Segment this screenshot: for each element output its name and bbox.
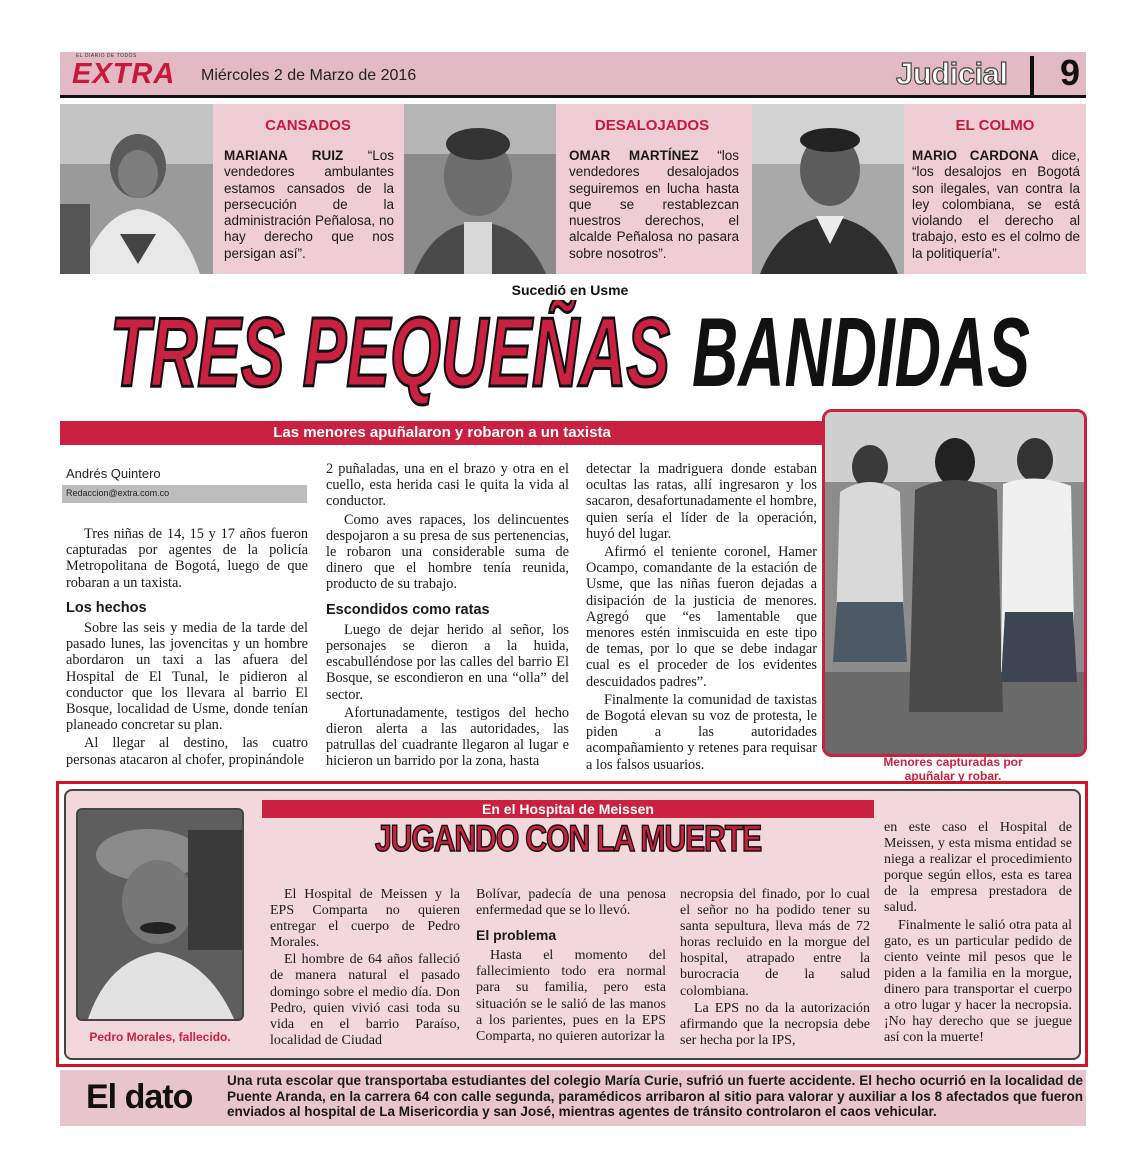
- sidebar-paragraph: La EPS no da la autorización afirmando que la necropsia debe ser hecha por la IPS,: [680, 1000, 870, 1048]
- article-kicker: Sucedió en Usme: [511, 282, 629, 298]
- quote-1-name: MARIANA RUIZ: [224, 148, 344, 163]
- article-paragraph: 2 puñaladas, una en el brazo y otra en el cuello, esta herida casi le quita la vida al conductor.: [326, 461, 569, 510]
- author-email[interactable]: Redaccion@extra.com.co: [66, 488, 170, 498]
- sidebar-paragraph: El Hospital de Meissen y la EPS Comparta no quieren entregar el cuerpo de Pedro Morales.: [270, 887, 460, 951]
- quote-1-heading: CANSADOS: [265, 117, 351, 134]
- article-paragraph: Afortunadamente, testigos del hecho dieron alerta a las autoridades, las patrullas del cuadrante llegaron al lugar e hicieron un barrido por la zona, hasta: [326, 704, 569, 770]
- subheading-escondidos: Escondidos como ratas: [326, 601, 490, 618]
- quote-1-body: “Los vendedores ambulantes estamos cansados de la persecución de la administración Peñalosa, no hay derecho que nos persigan así”.: [224, 148, 394, 261]
- sidebar-paragraph: Hasta el momento del fallecimiento todo era normal para su familia, pero esta situación se le salió de las manos a los parientes, pues en la EPS Comparta, no quieren autorizar la: [476, 948, 666, 1044]
- el-dato-label: El dato: [86, 1078, 193, 1116]
- sidebar-column-2: [476, 887, 666, 1046]
- header-divider: [1030, 56, 1034, 96]
- el-dato-band: [60, 1070, 1086, 1126]
- quote-2-name: OMAR MARTÍNEZ: [569, 148, 699, 163]
- article-paragraph: Como aves rapaces, los delincuentes despojaron a su presa de sus pertenencias, le robaron una considerable suma de dinero que el hombre tenía reunida, producto de su trabajo.: [326, 511, 569, 593]
- email-bar: [62, 485, 307, 503]
- byline: Andrés Quintero: [66, 466, 161, 481]
- article-column-3: [586, 461, 817, 775]
- subheading-el-problema: El problema: [476, 927, 557, 944]
- sidebar-column-1: [270, 887, 460, 1050]
- quote-2-text: [569, 148, 739, 262]
- deck-band: [60, 421, 824, 445]
- sidebar-paragraph: El hombre de 64 años falleció de manera natural el pasado domingo sobre el medio día. Don Pedro, quien vivió casi toda su vida en el barrio Paraíso, localidad de Ciudad: [270, 952, 460, 1048]
- page-header: [60, 52, 1086, 98]
- article-column-1: [66, 526, 308, 770]
- subheading-los-hechos: Los hechos: [66, 599, 147, 616]
- article-paragraph: Luego de dejar herido al señor, los personajes se dieron a la huida, escabulléndose por las calles del barrio El Bosque, se escondieron en una “olla” del sector.: [326, 621, 569, 703]
- article-paragraph: Tres niñas de 14, 15 y 17 años fueron capturadas por agentes de la policía Metropolitana de Bogotá, luego de que robaran a un taxista.: [66, 526, 308, 591]
- page-number: 9: [1060, 52, 1081, 93]
- article-headline: [110, 300, 1040, 410]
- el-dato-text: Una ruta escolar que transportaba estudiantes del colegio María Curie, sufrió un fuerte accidente. El hecho ocurrió en la localidad de Puente Aranda, en la carrera 64 con calle segunda, paramédicos arribaron al sitio para valorar y auxiliar a los 8 afectados que fueron enviados al hospital de La Misericordia y san José, mientras agentes de tránsito controlaron el caos vehicular.: [227, 1073, 1083, 1119]
- quote-3-body: dice, “los desalojos en Bogotá son ilegales, van contra la ley colombiana, se está violando el derecho al trabajo, esto es el colmo de la politiquería”.: [912, 148, 1080, 261]
- captured-minors-photo: [822, 409, 1087, 757]
- sidebar-column-4: [884, 820, 1072, 1047]
- headline-part-1: TRES PEQUEÑAS: [110, 300, 670, 407]
- omar-martinez-photo: [404, 104, 556, 274]
- quote-2-body: “los vendedores desalojados seguiremos en lucha hasta que se restablezcan nuestros derechos, el alcalde Peñalosa no pasara sobre nosotros”.: [569, 148, 739, 261]
- sidebar-paragraph: necropsia del finado, por lo cual el señor no ha podido tener su santa sepultura, lleva más de 72 horas recluido en la morgue del hospital, atrapado entre la burocracia de la salud colombiana.: [680, 887, 870, 999]
- quote-3-heading: EL COLMO: [955, 117, 1035, 134]
- sidebar-paragraph: en este caso el Hospital de Meissen, y esta misma entidad se niega a realizar el procedimiento porque según ellos, esta es tarea de la empresa prestadora de salud.: [884, 820, 1072, 916]
- sidebar-paragraph: Bolívar, padecía de una penosa enfermedad que se lo llevó.: [476, 887, 666, 919]
- logo-tagline: EL DIARIO DE TODOS: [76, 53, 137, 59]
- pedro-photo-caption: Pedro Morales, fallecido.: [89, 1030, 231, 1044]
- main-photo-caption: Menores capturadas por apuñalar y robar.: [883, 755, 1023, 783]
- quote-3-text: [912, 148, 1080, 262]
- mario-cardona-photo: [752, 104, 904, 274]
- article-paragraph: detectar la madriguera donde estaban ocultas las ratas, allí ingresaron y los sacaron, desafortunadamente el hombre, quien sería el líder de la operación, huyó del lugar.: [586, 461, 817, 542]
- article-paragraph: Al llegar al destino, las cuatro personas atacaron al chofer, propinándole: [66, 735, 308, 768]
- article-column-2: [326, 461, 569, 772]
- quote-1-text: [224, 148, 394, 262]
- article-paragraph: Finalmente la comunidad de taxistas de Bogotá elevan su voz de protesta, le piden a las autoridades acompañamiento y retenes para requisar a los falsos usuarios.: [586, 691, 817, 773]
- sidebar-kicker-band: [262, 800, 874, 818]
- sidebar-paragraph: Finalmente le salió otra pata al gato, es un particular pedido de ciento veinte mil pesos que le piden a la familia en la morgue, dinero para transportar el cuerpo a otro lugar y hacer la necropsia. ¡No hay derecho que se juegue así con la muerte!: [884, 917, 1072, 1046]
- quote-2-heading: DESALOJADOS: [594, 117, 710, 134]
- sidebar-column-3: [680, 887, 870, 1050]
- article-paragraph: Afirmó el teniente coronel, Hamer Ocampo, comandante de la estación de Usme, que las niñas fueron dejadas a disipación de la justicia de menores. Agregó que “es lamentable que menores estén inmiscuida en este tipo de temas, por lo que se debe indagar cual es el proceder de los evidentes descuidados padres”.: [586, 544, 817, 690]
- sidebar-headline: JUGANDO CON LA MUERTE: [374, 818, 762, 859]
- issue-date: Miércoles 2 de Marzo de 2016: [201, 67, 417, 84]
- article-deck: Las menores apuñalaron y robaron a un taxista: [273, 424, 611, 441]
- quote-3-name: MARIO CARDONA: [912, 148, 1039, 163]
- pedro-morales-photo: [76, 808, 244, 1021]
- headline-part-2: BANDIDAS: [692, 300, 1030, 407]
- newspaper-logo: EXTRA: [72, 58, 176, 90]
- section-title: Judicial: [896, 56, 1008, 91]
- sidebar-kicker: En el Hospital de Meissen: [482, 801, 654, 817]
- mariana-ruiz-photo: [60, 104, 213, 274]
- article-paragraph: Sobre las seis y media de la tarde del pasado lunes, las jovencitas y un hombre abordaron un taxi a las afuera del Hospital de El Tunal, le pidieron al conductor que los llevara al barrio El Bosque, localidad de Usme, donde tenían planeado concretar su plan.: [66, 620, 308, 734]
